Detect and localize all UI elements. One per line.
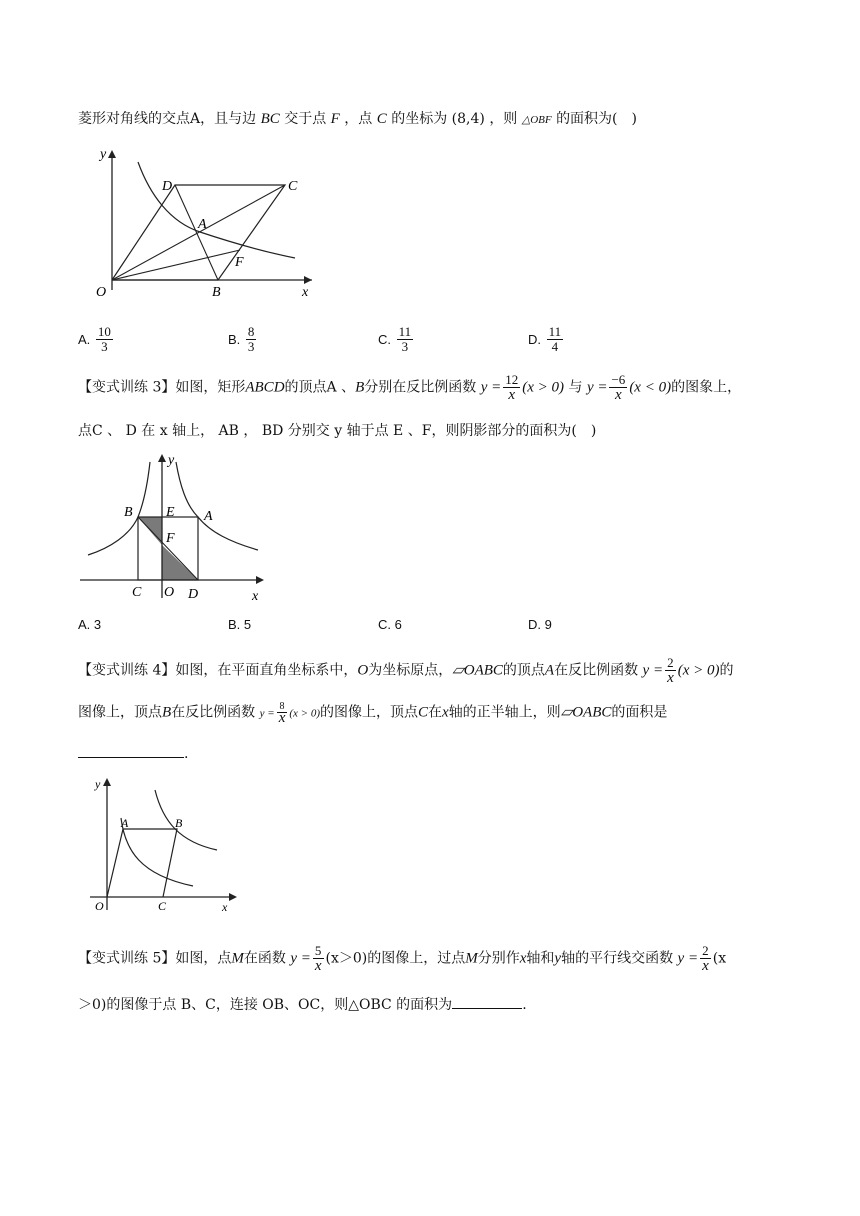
- fraction-5-x: [313, 944, 324, 973]
- func-y: y =: [259, 707, 275, 720]
- label-y: y: [168, 453, 175, 468]
- stem-text: 在: [428, 704, 443, 721]
- question-4-line-2: [78, 701, 667, 724]
- denominator: 3: [101, 339, 108, 354]
- option-value: 9: [544, 617, 552, 632]
- label-a: A: [204, 509, 213, 524]
- numerator: 12: [505, 372, 519, 387]
- hyperbola-outer: [155, 790, 217, 850]
- figure-parallelogram: [85, 770, 245, 918]
- numerator: 2: [665, 656, 676, 671]
- stem-text: 与: [568, 379, 583, 396]
- stem-text: 轴和: [526, 950, 555, 967]
- domain: (x < 0): [629, 379, 672, 396]
- numerator: 2: [700, 944, 711, 959]
- label-c: C: [288, 179, 298, 194]
- point-c: C: [376, 111, 387, 127]
- option-d[interactable]: [528, 325, 565, 354]
- point-f: F: [330, 111, 340, 127]
- domain: (x＞0): [325, 950, 368, 967]
- stem-text: ＞0)的图像于点 B、C，连接 OB、OC，则△OBC 的面积为: [78, 997, 453, 1013]
- stem-text: 分别作: [477, 950, 520, 967]
- numerator: 5: [313, 944, 324, 959]
- stem-text: 如图，在平面直角坐标系中，: [175, 662, 358, 679]
- stem-text: 在反比例函数: [554, 662, 639, 679]
- x-arrow-icon: [256, 576, 264, 584]
- func-y: y =: [677, 950, 699, 967]
- label-o: O: [95, 899, 104, 913]
- label-y: y: [100, 147, 107, 162]
- option-value: 5: [243, 617, 252, 632]
- stem-text: 轴的平行线交函数: [561, 950, 674, 967]
- domain: (x > 0): [522, 379, 565, 396]
- option-a[interactable]: [78, 325, 115, 354]
- option-a[interactable]: [78, 617, 101, 632]
- label-c: C: [132, 585, 142, 600]
- point-a: A: [544, 662, 555, 679]
- denominator: x: [667, 670, 674, 686]
- option-c[interactable]: [378, 617, 402, 632]
- stem-text: 的图像上，顶点: [320, 704, 418, 721]
- point-m: M: [231, 950, 244, 967]
- axis-y: y: [554, 950, 562, 967]
- denominator: x: [278, 710, 286, 726]
- label-o: O: [164, 585, 175, 600]
- stem-text: 如图，矩形: [175, 379, 246, 396]
- hyperbola-right: [176, 462, 258, 550]
- option-letter: B.: [228, 617, 241, 632]
- label-y: y: [95, 777, 101, 791]
- option-fraction: [547, 325, 564, 354]
- y-arrow-icon: [103, 778, 111, 786]
- stem-text: 的顶点: [502, 662, 545, 679]
- stem-text: 分别在反比例函数: [364, 379, 477, 396]
- numerator: 8: [277, 701, 288, 713]
- figure-rhombus: [80, 140, 330, 305]
- fraction-12-x: [503, 373, 520, 402]
- point-b: B: [162, 704, 172, 721]
- diagonal-db: [175, 185, 218, 280]
- numerator: −6: [611, 372, 626, 387]
- answer-blank[interactable]: [452, 994, 522, 1009]
- option-letter: D.: [528, 332, 541, 347]
- axis-x: x: [519, 950, 527, 967]
- stem-text: 轴的正半轴上，则: [448, 704, 561, 721]
- y-arrow-icon: [108, 150, 116, 158]
- numerator: 8: [247, 324, 255, 339]
- question-3-line-2: [78, 421, 596, 441]
- question-tag: 【变式训练 3】: [78, 379, 176, 396]
- fraction-2-x: [700, 944, 711, 973]
- numerator: 10: [97, 324, 111, 339]
- option-fraction: [96, 325, 113, 354]
- coordinate: (8,4): [451, 111, 485, 127]
- answer-blank[interactable]: [78, 743, 184, 758]
- label-x: x: [252, 589, 259, 604]
- label-x: x: [222, 900, 228, 914]
- triangle-obf: △OBF: [521, 114, 552, 126]
- denominator: x: [314, 958, 322, 974]
- option-fraction: [246, 325, 257, 354]
- parallelogram-oabc: ▱OABC: [560, 704, 612, 721]
- option-value: 6: [394, 617, 402, 632]
- x-arrow-icon: [304, 276, 312, 284]
- label-b: B: [212, 285, 221, 300]
- stem-text: 图像上，顶点: [78, 704, 162, 721]
- label-d: D: [188, 587, 199, 602]
- option-letter: C.: [378, 332, 391, 347]
- question-5-line-2: [78, 994, 527, 1015]
- domain: (x: [712, 950, 727, 967]
- denominator: 3: [247, 339, 255, 354]
- stem-text: 的顶点A 、: [284, 379, 356, 396]
- segment-bc: BC: [260, 111, 280, 127]
- denominator: 4: [551, 339, 559, 354]
- stem-text: 的: [719, 662, 734, 679]
- option-letter: C.: [378, 617, 391, 632]
- stem-text: .: [184, 746, 189, 762]
- func-y: y =: [586, 379, 608, 396]
- x-arrow-icon: [229, 893, 237, 901]
- option-value: 3: [93, 617, 102, 632]
- denominator: 3: [401, 339, 409, 354]
- stem-text: 为坐标原点，: [368, 662, 453, 679]
- label-a: A: [121, 816, 129, 830]
- stem-text: 如图，点: [175, 950, 232, 967]
- question-4-line-1: [78, 656, 734, 685]
- option-letter: D.: [528, 617, 541, 632]
- label-b: B: [124, 505, 133, 520]
- point-o: O: [357, 662, 369, 679]
- y-arrow-icon: [158, 454, 166, 462]
- option-letter: B.: [228, 332, 241, 347]
- hyperbola-left: [88, 462, 150, 555]
- axis-x: x: [442, 704, 449, 721]
- question-tag: 【变式训练 5】: [78, 950, 176, 967]
- fraction-neg6-x: [609, 373, 627, 402]
- option-letter: A.: [78, 332, 91, 347]
- point-b: B: [355, 379, 365, 396]
- stem-text: 的图象上，: [671, 379, 742, 396]
- question-4-line-3: [78, 743, 188, 764]
- func-y: y =: [290, 950, 311, 967]
- figure-rectangle: [80, 450, 280, 605]
- func-y: y =: [642, 662, 664, 679]
- option-d[interactable]: [528, 617, 552, 632]
- fraction-2-x: [665, 656, 676, 685]
- option-c[interactable]: [378, 325, 415, 354]
- question-5-line-1: [78, 944, 726, 973]
- stem-text: 点C 、 D 在 x 轴上， AB ， BD 分别交 y 轴于点 E 、F，则阴影部分的面积为( ): [78, 423, 597, 439]
- label-x: x: [302, 285, 309, 300]
- label-b: B: [175, 816, 183, 830]
- denominator: x: [615, 387, 622, 403]
- option-b[interactable]: [228, 325, 258, 354]
- label-f: F: [166, 531, 175, 546]
- label-e: E: [166, 505, 175, 520]
- func-y: y =: [480, 379, 502, 396]
- domain: (x > 0): [677, 662, 720, 679]
- label-o: O: [96, 285, 107, 300]
- option-b[interactable]: [228, 617, 251, 632]
- question-tag: 【变式训练 4】: [78, 662, 176, 679]
- stem-text: 菱形对角线的交点A，且与边: [78, 111, 257, 127]
- label-d: D: [162, 179, 173, 194]
- hyperbola-curve: [138, 162, 295, 258]
- question-2-stem: [78, 109, 637, 130]
- denominator: x: [508, 387, 516, 403]
- stem-text: 在反比例函数: [171, 704, 256, 721]
- stem-text: 的面积为( ): [556, 111, 637, 127]
- label-f: F: [235, 255, 244, 270]
- numerator: 11: [398, 324, 412, 339]
- parallelogram-oabc: ▱OABC: [452, 662, 503, 679]
- label-c: C: [158, 899, 167, 913]
- point-c: C: [418, 704, 429, 721]
- numerator: 11: [548, 324, 562, 339]
- question-3-line-1: [78, 373, 741, 402]
- stem-text: ，点: [344, 111, 373, 127]
- denominator: x: [702, 958, 709, 974]
- diagonal-oc: [112, 185, 285, 280]
- rect-abcd: ABCD: [245, 379, 285, 396]
- stem-text: 交于点: [284, 111, 327, 127]
- option-letter: A.: [78, 617, 91, 632]
- label-a: A: [198, 217, 207, 232]
- stem-text: .: [522, 997, 527, 1013]
- option-fraction: [397, 325, 414, 354]
- domain: (x > 0): [289, 707, 320, 720]
- stem-text: 的面积是: [611, 704, 668, 721]
- stem-text: 的图像上，过点: [367, 950, 466, 967]
- fraction-8-x: [277, 701, 288, 724]
- stem-text: ，则: [489, 111, 518, 127]
- stem-text: 在函数: [243, 950, 286, 967]
- stem-text: 的坐标为: [391, 111, 448, 127]
- point-m: M: [465, 950, 478, 967]
